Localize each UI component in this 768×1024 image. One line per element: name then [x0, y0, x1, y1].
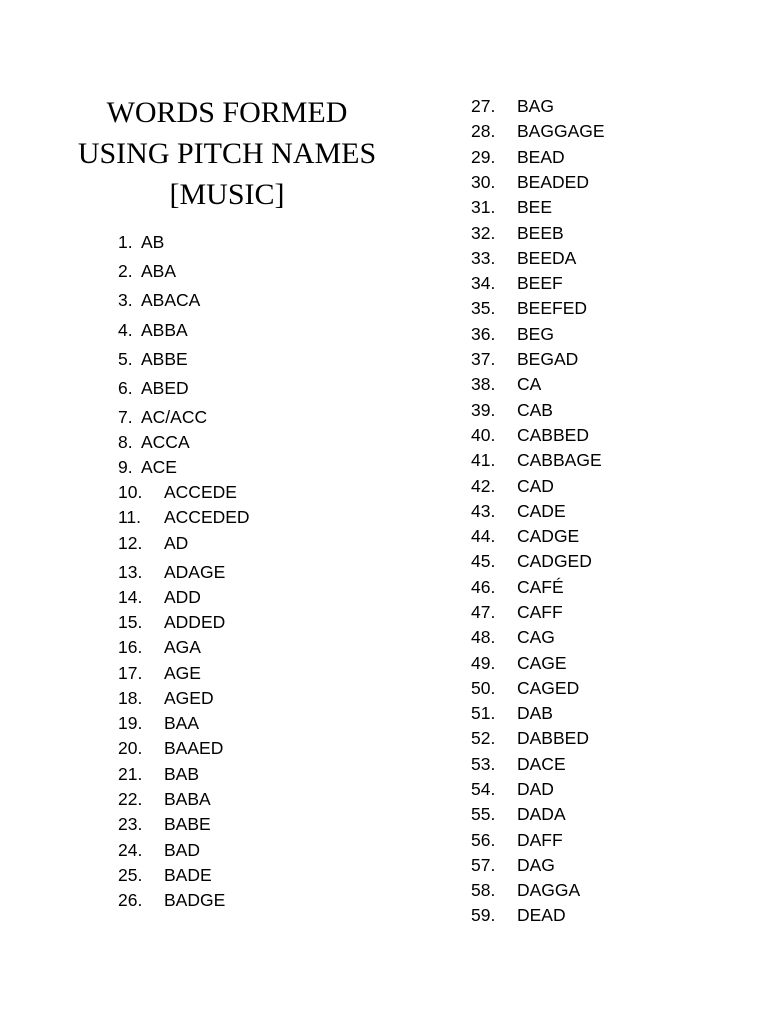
item-word: BAA: [164, 713, 200, 733]
item-word: BABE: [164, 814, 211, 834]
item-number: 2.: [118, 261, 133, 281]
item-number: 40.: [471, 425, 496, 445]
item-word: ADD: [164, 587, 201, 607]
item-word: DAB: [517, 703, 553, 723]
item-word: AGE: [164, 663, 201, 683]
item-word: CADGED: [517, 551, 592, 571]
item-word: DABBED: [517, 728, 589, 748]
item-number: 15.: [118, 612, 143, 632]
item-word: AD: [164, 533, 189, 553]
item-word: BAG: [517, 96, 554, 116]
item-number: 6.: [118, 378, 133, 398]
item-word: CA: [517, 374, 542, 394]
item-word: CABBED: [517, 425, 589, 445]
item-word: ABACA: [141, 290, 201, 310]
item-number: 23.: [118, 814, 143, 834]
item-number: 20.: [118, 738, 143, 758]
item-number: 11.: [118, 507, 142, 527]
item-word: BEGAD: [517, 349, 579, 369]
item-number: 38.: [471, 374, 496, 394]
item-word: BEE: [517, 197, 553, 217]
item-word: DACE: [517, 754, 566, 774]
item-number: 51.: [471, 703, 496, 723]
item-word: ACE: [141, 457, 177, 477]
item-word: DAG: [517, 855, 555, 875]
item-number: 17.: [118, 663, 143, 683]
item-number: 47.: [471, 602, 496, 622]
item-number: 32.: [471, 223, 496, 243]
item-word: CAFÉ: [517, 577, 564, 597]
item-number: 19.: [118, 713, 143, 733]
item-word: AGA: [164, 637, 201, 657]
item-number: 24.: [118, 840, 143, 860]
item-word: BAB: [164, 764, 200, 784]
item-word: BAAED: [164, 738, 224, 758]
item-word: BEADED: [517, 172, 589, 192]
item-number: 12.: [118, 533, 143, 553]
item-number: 22.: [118, 789, 143, 809]
title-line-1: WORDS FORMED: [106, 96, 348, 129]
item-word: DEAD: [517, 905, 566, 925]
item-number: 52.: [471, 728, 496, 748]
item-number: 59.: [471, 905, 496, 925]
item-number: 46.: [471, 577, 496, 597]
item-word: DAD: [517, 779, 554, 799]
item-word: CAG: [517, 627, 555, 647]
item-number: 26.: [118, 890, 143, 910]
item-number: 13.: [118, 562, 143, 582]
item-number: 4.: [118, 320, 133, 340]
item-number: 5.: [118, 349, 133, 369]
item-number: 1.: [118, 232, 133, 252]
item-number: 55.: [471, 804, 496, 824]
item-number: 58.: [471, 880, 496, 900]
item-word: CAGED: [517, 678, 580, 698]
item-number: 37.: [471, 349, 496, 369]
item-number: 28.: [471, 121, 496, 141]
item-number: 49.: [471, 653, 496, 673]
item-word: ADAGE: [164, 562, 226, 582]
item-word: DAGGA: [517, 880, 581, 900]
item-word: BAD: [164, 840, 200, 860]
item-word: CABBAGE: [517, 450, 602, 470]
item-number: 45.: [471, 551, 496, 571]
item-number: 16.: [118, 637, 143, 657]
item-number: 31.: [471, 197, 496, 217]
item-number: 42.: [471, 476, 496, 496]
item-number: 39.: [471, 400, 496, 420]
item-word: BABA: [164, 789, 211, 809]
item-number: 30.: [471, 172, 496, 192]
item-number: 35.: [471, 298, 496, 318]
item-word: CAB: [517, 400, 553, 420]
item-word: CAGE: [517, 653, 567, 673]
item-number: 56.: [471, 830, 496, 850]
item-number: 33.: [471, 248, 496, 268]
item-number: 9.: [118, 457, 133, 477]
item-number: 3.: [118, 290, 133, 310]
item-number: 48.: [471, 627, 496, 647]
item-word: CADGE: [517, 526, 580, 546]
item-number: 53.: [471, 754, 496, 774]
item-word: AB: [141, 232, 165, 252]
item-number: 36.: [471, 324, 496, 344]
item-number: 18.: [118, 688, 143, 708]
title-line-3: [MUSIC]: [169, 178, 285, 211]
item-number: 29.: [471, 147, 496, 167]
item-word: AC/ACC: [141, 407, 208, 427]
item-word: ABBE: [141, 349, 188, 369]
item-word: BEEDA: [517, 248, 577, 268]
item-word: AGED: [164, 688, 214, 708]
item-number: 44.: [471, 526, 496, 546]
item-word: BEAD: [517, 147, 565, 167]
item-number: 57.: [471, 855, 496, 875]
item-number: 7.: [118, 407, 133, 427]
item-word: DADA: [517, 804, 566, 824]
item-word: CAD: [517, 476, 554, 496]
item-word: CADE: [517, 501, 566, 521]
item-word: ACCA: [141, 432, 190, 452]
page-title: [70, 92, 384, 215]
item-number: 43.: [471, 501, 496, 521]
item-word: BAGGAGE: [517, 121, 605, 141]
item-number: 41.: [471, 450, 496, 470]
item-number: 34.: [471, 273, 496, 293]
item-word: ABA: [141, 261, 177, 281]
item-word: DAFF: [517, 830, 563, 850]
item-number: 50.: [471, 678, 496, 698]
title-line-2: USING PITCH NAMES: [77, 137, 377, 170]
item-word: BEG: [517, 324, 554, 344]
item-number: 25.: [118, 865, 143, 885]
item-number: 10.: [118, 482, 143, 502]
item-word: ADDED: [164, 612, 226, 632]
item-word: BEEB: [517, 223, 564, 243]
item-word: BEEF: [517, 273, 563, 293]
item-number: 14.: [118, 587, 143, 607]
item-word: BADE: [164, 865, 212, 885]
item-word: BADGE: [164, 890, 226, 910]
item-word: BEEFED: [517, 298, 588, 318]
item-number: 21.: [118, 764, 143, 784]
item-word: ABED: [141, 378, 189, 398]
item-word: ACCEDED: [164, 507, 250, 527]
item-number: 27.: [471, 96, 496, 116]
item-word: CAFF: [517, 602, 563, 622]
item-word: ACCEDE: [164, 482, 237, 502]
item-number: 54.: [471, 779, 496, 799]
item-word: ABBA: [141, 320, 188, 340]
item-number: 8.: [118, 432, 133, 452]
